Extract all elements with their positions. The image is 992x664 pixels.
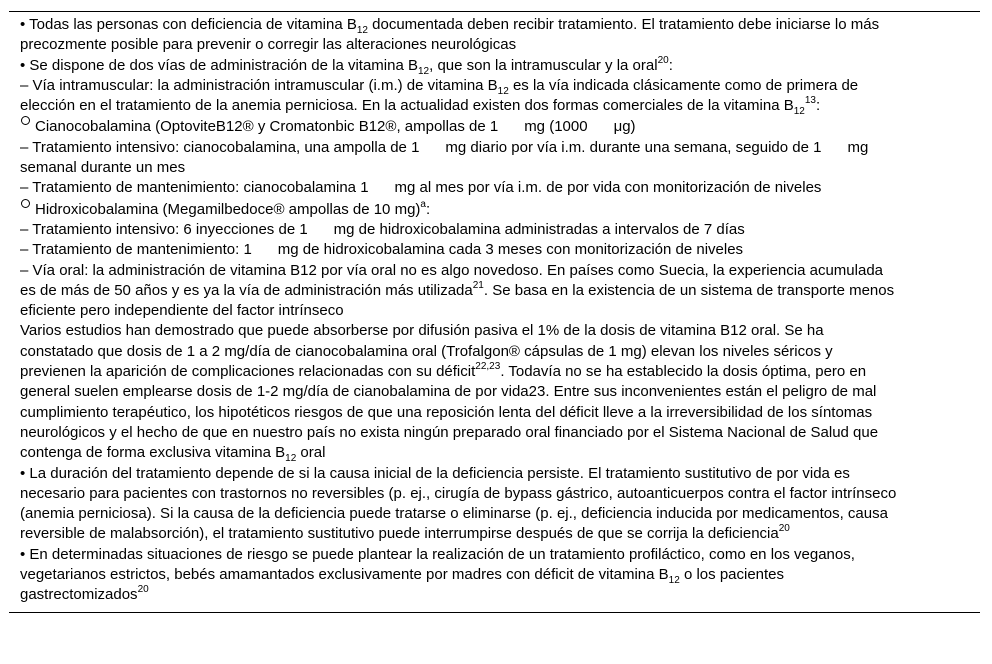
circle-bullet-icon bbox=[21, 116, 30, 125]
paragraph-estudios: Varios estudios han demostrado que puede absorberse por difusión pasiva el 1% de la dosis de vitamina B12 oral. Se ha bbox=[20, 322, 824, 340]
circle-bullet-icon bbox=[21, 199, 30, 208]
treatment-table bbox=[9, 11, 980, 613]
list-item-hidroxi-mantenimiento: – Tratamiento de mantenimiento: 1 mg de hidroxicobalamina cada 3 meses con monitorización de niveles bbox=[20, 241, 744, 259]
list-item-cianocobalamina: Cianocobalamina (OptoviteB12® y Cromatonbic B12®, ampollas de 1 mg (1000 μg) bbox=[20, 116, 970, 137]
paragraph-via-oral: – Vía oral: la administración de vitamina B12 por vía oral no es algo novedoso. En países como Suecia, la experiencia acumulada bbox=[20, 261, 883, 279]
paragraph-duracion: • La duración del tratamiento depende de si la causa inicial de la deficiencia persiste. El tratamiento sustitutivo de por vida es bbox=[20, 464, 850, 482]
list-item-ciano-mantenimiento: – Tratamiento de mantenimiento: cianocobalamina 1 mg al mes por vía i.m. de por vida con monitorización de niveles bbox=[20, 179, 822, 197]
paragraph-riesgo: • En determinadas situaciones de riesgo se puede plantear la realización de un tratamiento profiláctico, como en los veganos, bbox=[20, 545, 855, 563]
list-item-hidroxi-intensivo: – Tratamiento intensivo: 6 inyecciones de 1 mg de hidroxicobalamina administradas a intervalos de 7 días bbox=[20, 220, 745, 238]
paragraph-deficiency-treatment: • Todas las personas con deficiencia de vitamina $B_{12}$ documentada deben recibir tratamiento. El tratamiento debe iniciarse lo más bbox=[20, 16, 880, 36]
list-item-ciano-intensivo: – Tratamiento intensivo: cianocobalamina, una ampolla de 1 mg diario por vía i.m. durante una semana, seguido de 1 mg bbox=[20, 138, 869, 156]
paragraph-routes: • Se dispone de dos vías de administración de la vitamina $B_{12}$, que son la intramuscular y la oral$^{20}$: bbox=[20, 54, 673, 77]
table-cell: • Todas las personas con deficiencia de vitamina $B_{12}$ documentada deben recibir tratamiento. El tratamiento debe iniciarse lo más precozmente posible para prevenir o corregir las alteraciones neurológicas • Se dispone de dos vías de administración de la vitamina $B_{12}$, que son la intramuscular y la oral$^{20}$: – Vía intramuscular: la administración intramuscular (i.m.) de vitamina $B_{12}$ es la vía indicada clásicamente como de primera de elección en el tratamiento de la anemia perniciosa. En la actualidad existen dos formas comerciales de la vitamina $B_{12}^{13}$: Cianocobalamina (OptoviteB12® y Cromatonbic B12®, ampollas de 1 mg (1000 μg) – Tratamiento intensivo: cianocobalamina, una ampolla de 1 mg diario por vía i.m. durante una semana, seguido de 1 mg semanal durante un mes – Tratamiento de mantenimiento: cianocobalamina 1 mg al mes por vía i.m. de por vida con monitorización de niveles Hidroxicobalamina (Megamilbedoce® ampollas de 10 mg)$^a$: – Tratamiento intensivo: 6 inyecciones de 1 mg de hidroxicobalamina administradas a intervalos de 7 días – Tratamiento de mantenimiento: 1 mg de hidroxicobalamina cada 3 meses con monitorización de niveles – Vía oral: la administración de vitamina B12 por vía oral no es algo novedoso. En países como Suecia, la experiencia acumulada es de más de 50 años y es ya la vía de administración más utilizada$^{21}$. Se basa en la existencia de un sistema de transporte menos eficiente pero independiente del factor intrínseco Varios estudios han demostrado que puede absorberse por difusión pasiva el 1% de la dosis de vitamina B12 oral. Se ha constatado que dosis de 1 a 2 mg/día de cianocobalamina oral (Trofalgon® cápsulas de 1 mg) elevan los niveles séricos y previenen la aparición de complicaciones relacionadas con su déficit$^{22,23}$. Todavía no se ha establecido la dosis óptima, pero en general suelen emplearse dosis de 1-2 mg/día de cianobalamina de por vida23. Entre sus inconvenientes están el peligro de mal cumplimiento terapéutico, los hipotéticos riesgos de que una reposición lenta del déficit lleve a la irreversibilidad de los síntomas neurológicos y el hecho de que en nuestro país no exista ningún preparado oral financiado por el Sistema Nacional de Salud que contenga de forma exclusiva vitamina $B_{12}$ oral • La duración del tratamiento depende de si la causa inicial de la deficiencia persiste. El tratamiento sustitutivo de por vida es necesario para pacientes con trastornos no reversibles (p. ej., cirugía de bypass gástrico, autoanticuerpos contra el factor intrínseco (anemia perniciosa). Si la causa de la deficiencia puede tratarse o eliminarse (p. ej., deficiencia inducida por medicamentos, causa reversible de malabsorción), el tratamiento sustitutivo puede interrumpirse después de que se corrija la deficiencia$^{20}$ • En determinadas situaciones de riesgo se puede plantear la realización de un tratamiento profiláctico, como en los veganos, vegetarianos estrictos, bebés amamantados exclusivamente por madres con déficit de vitamina $B_{12}$ o los pacientes gastrectomizados$^{20}$ bbox=[9, 12, 980, 612]
list-item-hidroxicobalamina: Hidroxicobalamina (Megamilbedoce® ampollas de 10 mg)$^a$: bbox=[20, 199, 970, 220]
paragraph-intramuscular: – Vía intramuscular: la administración intramuscular (i.m.) de vitamina $B_{12}$ es la vía indicada clásicamente como de primera de bbox=[20, 76, 859, 97]
